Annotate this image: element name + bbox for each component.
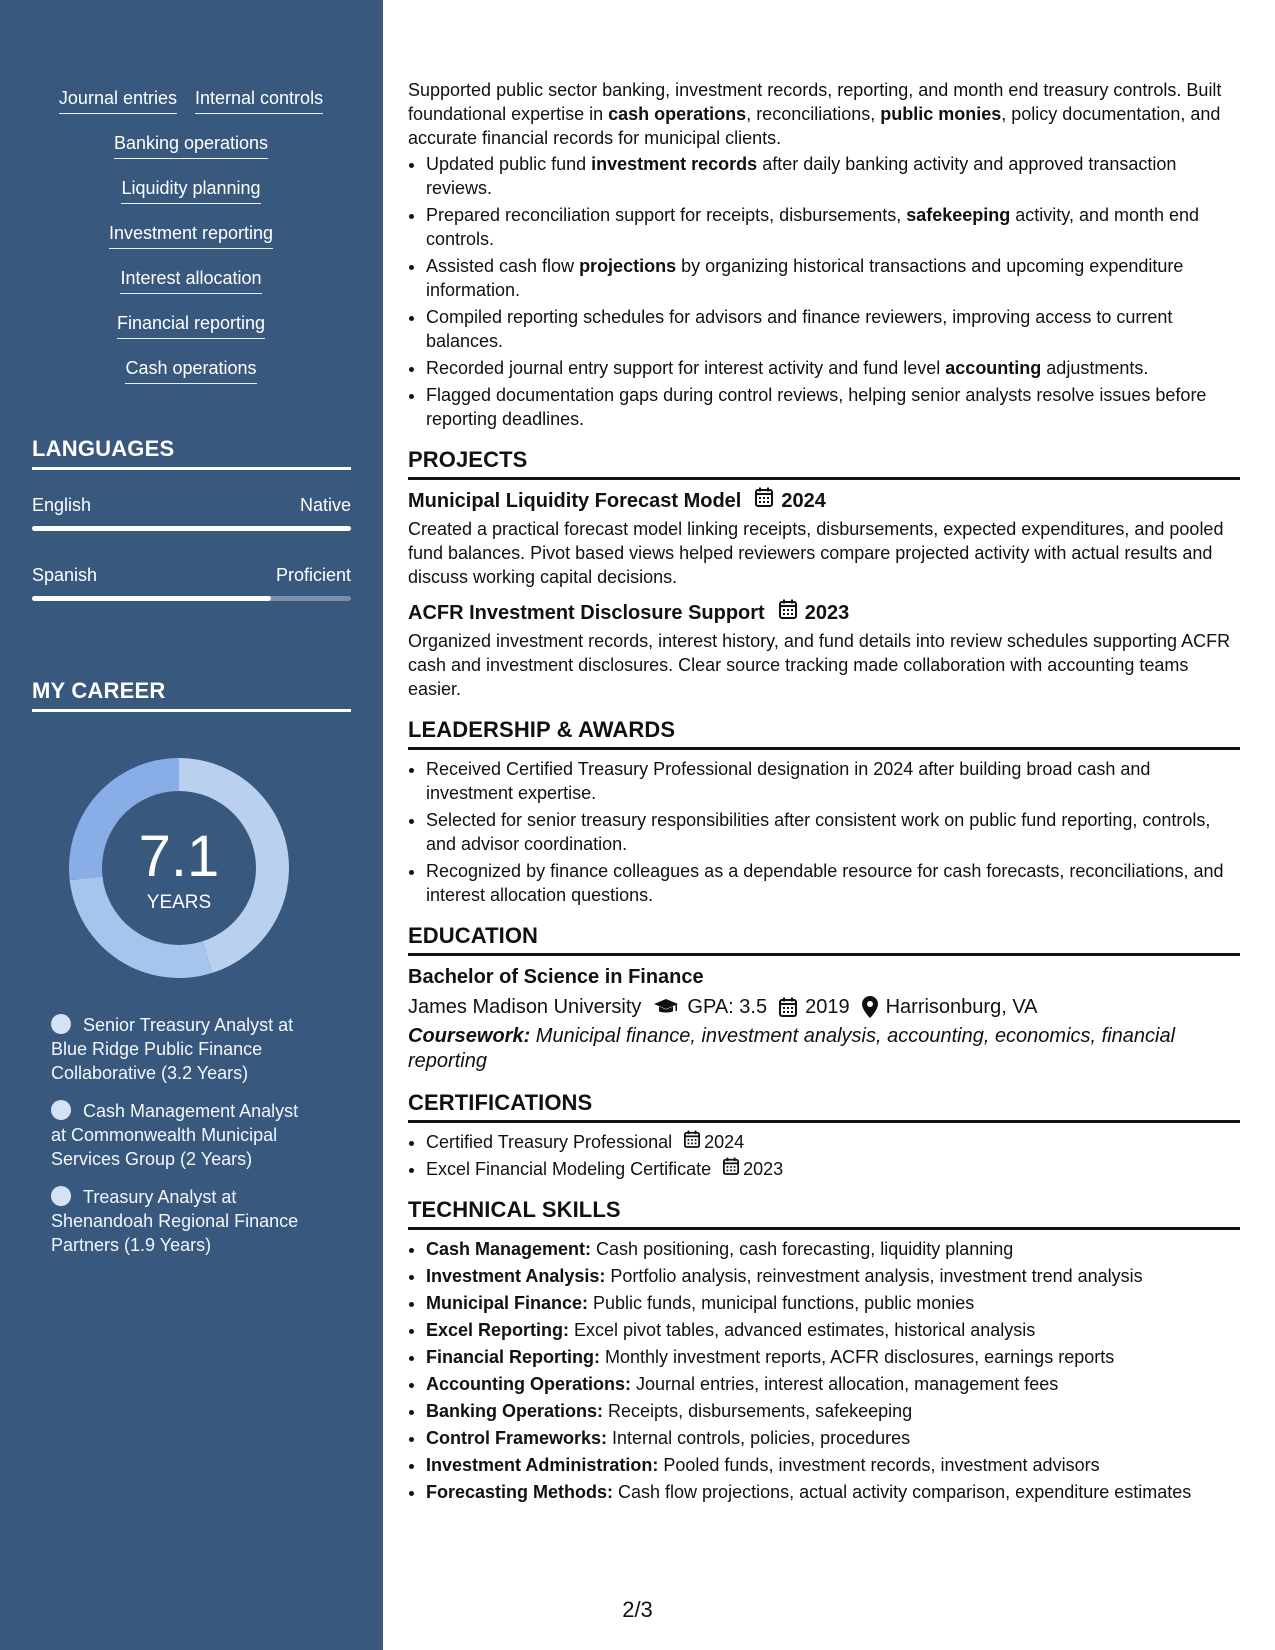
skill-label: Cash Management:: [426, 1239, 592, 1259]
technical-skills-list: [408, 1237, 1240, 1504]
career-item-text: Cash Management Analyst at Commonwealth Municipal Services Group (2 Years): [51, 1101, 299, 1169]
education-meta: [408, 993, 1240, 1021]
calendar-icon: [779, 997, 797, 1017]
skill-value: Monthly investment reports, ACFR disclosures, earnings reports: [600, 1347, 1115, 1367]
skill-value: Internal controls, policies, procedures: [607, 1428, 911, 1448]
skill-tag-row: [32, 131, 350, 176]
technical-skill-item: [426, 1345, 1240, 1369]
leadership-item: • Received Certified Treasury Professional designation in 2024 after building broad cash and investment expertise.: [426, 757, 1240, 805]
calendar-icon: [684, 1130, 700, 1154]
experience-bullet: • Assisted cash flow projections by organizing historical transactions and upcoming expenditure information.: [426, 254, 1240, 302]
coursework-label: Coursework:: [408, 1025, 531, 1047]
technical-skill-item: [426, 1237, 1240, 1261]
skill-tag-row: [32, 311, 350, 356]
project-title: [408, 599, 1240, 627]
graduation-cap-icon: [653, 998, 679, 1016]
certification-item: [426, 1130, 1240, 1154]
language-name: Spanish: [32, 565, 98, 585]
language-bar-fill: [32, 596, 271, 601]
project-year: 2023: [804, 602, 850, 624]
skill-value: Pooled funds, investment records, investment advisors: [658, 1455, 1100, 1475]
bullet-dot-icon: [51, 1100, 71, 1120]
skill-label: Control Frameworks:: [426, 1428, 608, 1448]
skill-tag-link[interactable]: Financial reporting: [117, 311, 265, 339]
certification-item: [426, 1157, 1240, 1181]
skill-value: Journal entries, interest allocation, management fees: [631, 1374, 1059, 1394]
technical-skill-item: [426, 1399, 1240, 1423]
bullet-dot-icon: [51, 1186, 71, 1206]
technical-skills-heading: TECHNICAL SKILLS: [408, 1195, 1240, 1230]
skill-tag-row: [32, 266, 350, 311]
skill-tag-link[interactable]: Banking operations: [114, 131, 268, 159]
calendar-icon: [755, 487, 773, 515]
skill-label: Excel Reporting:: [426, 1320, 570, 1340]
location: Harrisonburg, VA: [885, 996, 1038, 1018]
skill-value: Excel pivot tables, advanced estimates, historical analysis: [569, 1320, 1036, 1340]
calendar-icon: [723, 1157, 739, 1181]
certifications-list: [408, 1130, 1240, 1181]
career-heading: MY CAREER: [32, 678, 351, 712]
project-name: Municipal Liquidity Forecast Model: [408, 490, 742, 512]
language-spanish: [32, 563, 351, 601]
certification-year: 2023: [743, 1159, 784, 1179]
career-item: [51, 1185, 316, 1257]
language-bar: [32, 526, 351, 531]
skill-label: Banking Operations:: [426, 1401, 604, 1421]
school-name: James Madison University: [408, 996, 642, 1018]
project-description: Created a practical forecast model linking receipts, disbursements, expected expenditures, and pooled fund balances. Pivot based views helped reviewers compare projected activity with actual results and discuss working capital decisions.: [408, 519, 1224, 587]
experience-bullet: • Compiled reporting schedules for advisors and finance reviewers, improving access to current balances.: [426, 305, 1240, 353]
experience-summary: Supported public sector banking, investment records, reporting, and month end treasury controls. Built foundational expertise in cash operations, reconciliations, public monies, policy documentation, and accurate financial records for municipal clients.: [408, 80, 1222, 148]
technical-skill-item: [426, 1291, 1240, 1315]
language-level: Native: [299, 495, 351, 515]
language-name: English: [32, 495, 92, 515]
skill-tag-link[interactable]: Cash operations: [125, 356, 256, 384]
skill-tags: [32, 86, 350, 401]
leadership-item: • Recognized by finance colleagues as a dependable resource for cash forecasts, reconciliations, and interest allocation questions.: [426, 859, 1240, 907]
language-bar: [32, 596, 351, 601]
certification-year: 2024: [704, 1132, 745, 1152]
skill-tag-row: [32, 356, 350, 401]
skill-label: Financial Reporting:: [426, 1347, 601, 1367]
leadership-item: • Selected for senior treasury responsibilities after consistent work on public fund reporting, controls, and advisor coordination.: [426, 808, 1240, 856]
leadership-list: [408, 757, 1240, 907]
project-title: [408, 487, 1240, 515]
skill-label: Investment Analysis:: [426, 1266, 606, 1286]
career-item: [51, 1013, 316, 1085]
location-pin-icon: [862, 996, 878, 1018]
skill-value: Cash positioning, cash forecasting, liquidity planning: [591, 1239, 1014, 1259]
main-content: [408, 78, 1240, 1507]
career-item: [51, 1099, 316, 1171]
gpa: GPA: 3.5: [687, 996, 768, 1018]
sidebar: [0, 0, 383, 1650]
skill-value: Portfolio analysis, reinvestment analysis, investment trend analysis: [605, 1266, 1143, 1286]
skill-tag-link[interactable]: Investment reporting: [109, 221, 273, 249]
project-description: Organized investment records, interest history, and fund details into review schedules supporting ACFR cash and investment disclosures. Clear source tracking made collaboration with accounting teams easier.: [408, 631, 1231, 699]
certification-name: • Excel Financial Modeling Certificate: [426, 1159, 712, 1179]
language-level: Proficient: [275, 565, 351, 585]
coursework: [408, 1024, 1240, 1074]
skill-label: Accounting Operations:: [426, 1374, 632, 1394]
leadership-heading: LEADERSHIP & AWARDS: [408, 715, 1240, 750]
languages-heading: LANGUAGES: [32, 436, 351, 470]
skill-label: Forecasting Methods:: [426, 1482, 614, 1502]
certifications-heading: CERTIFICATIONS: [408, 1088, 1240, 1123]
experience-bullet: • Updated public fund investment records after daily banking activity and approved transaction reviews.: [426, 152, 1240, 200]
skill-value: Cash flow projections, actual activity comparison, expenditure estimates: [613, 1482, 1192, 1502]
skill-tag-link[interactable]: Interest allocation: [120, 266, 261, 294]
certification-name: • Certified Treasury Professional: [426, 1132, 673, 1152]
graduation-year: 2019: [805, 996, 850, 1018]
language-english: [32, 493, 351, 531]
skill-tag-link[interactable]: Internal controls: [195, 86, 323, 114]
career-donut-chart: [66, 755, 292, 981]
coursework-text: Municipal finance, investment analysis, accounting, economics, financial reporting: [408, 1025, 1176, 1072]
technical-skill-item: [426, 1318, 1240, 1342]
skill-value: Public funds, municipal functions, public monies: [588, 1293, 975, 1313]
skill-tag-row: [32, 221, 350, 266]
skill-tag-link[interactable]: Journal entries: [59, 86, 177, 114]
experience-bullet: • Flagged documentation gaps during control reviews, helping senior analysts resolve issues before reporting deadlines.: [426, 383, 1240, 431]
projects-heading: PROJECTS: [408, 445, 1240, 480]
experience-bullets: [408, 152, 1240, 431]
bullet-dot-icon: [51, 1014, 71, 1034]
technical-skill-item: [426, 1426, 1240, 1450]
project-name: ACFR Investment Disclosure Support: [408, 602, 765, 624]
technical-skill-item: [426, 1453, 1240, 1477]
skill-tag-row: [32, 86, 350, 131]
career-list: [51, 1013, 316, 1271]
skill-value: Receipts, disbursements, safekeeping: [603, 1401, 913, 1421]
education-heading: EDUCATION: [408, 921, 1240, 956]
experience-bullet: • Prepared reconciliation support for receipts, disbursements, safekeeping activity, and month end controls.: [426, 203, 1240, 251]
technical-skill-item: [426, 1264, 1240, 1288]
career-item-text: Treasury Analyst at Shenandoah Regional Finance Partners (1.9 Years): [51, 1187, 299, 1255]
technical-skill-item: [426, 1372, 1240, 1396]
project-year: 2024: [781, 490, 826, 512]
language-bar-fill: [32, 526, 351, 531]
career-unit: YEARS: [146, 892, 212, 913]
skill-label: Municipal Finance:: [426, 1293, 589, 1313]
skill-tag-link[interactable]: Liquidity planning: [121, 176, 260, 204]
page-number: 2/3: [622, 1597, 653, 1622]
career-item-text: Senior Treasury Analyst at Blue Ridge Public Finance Collaborative (3.2 Years): [51, 1015, 294, 1083]
skill-tag-row: [32, 176, 350, 221]
career-total: 7.1: [138, 824, 220, 889]
skill-label: Investment Administration:: [426, 1455, 659, 1475]
experience-bullet: • Recorded journal entry support for interest activity and fund level accounting adjustments.: [426, 356, 1240, 380]
calendar-icon: [779, 599, 797, 627]
degree: Bachelor of Science in Finance: [408, 966, 704, 988]
technical-skill-item: [426, 1480, 1240, 1504]
